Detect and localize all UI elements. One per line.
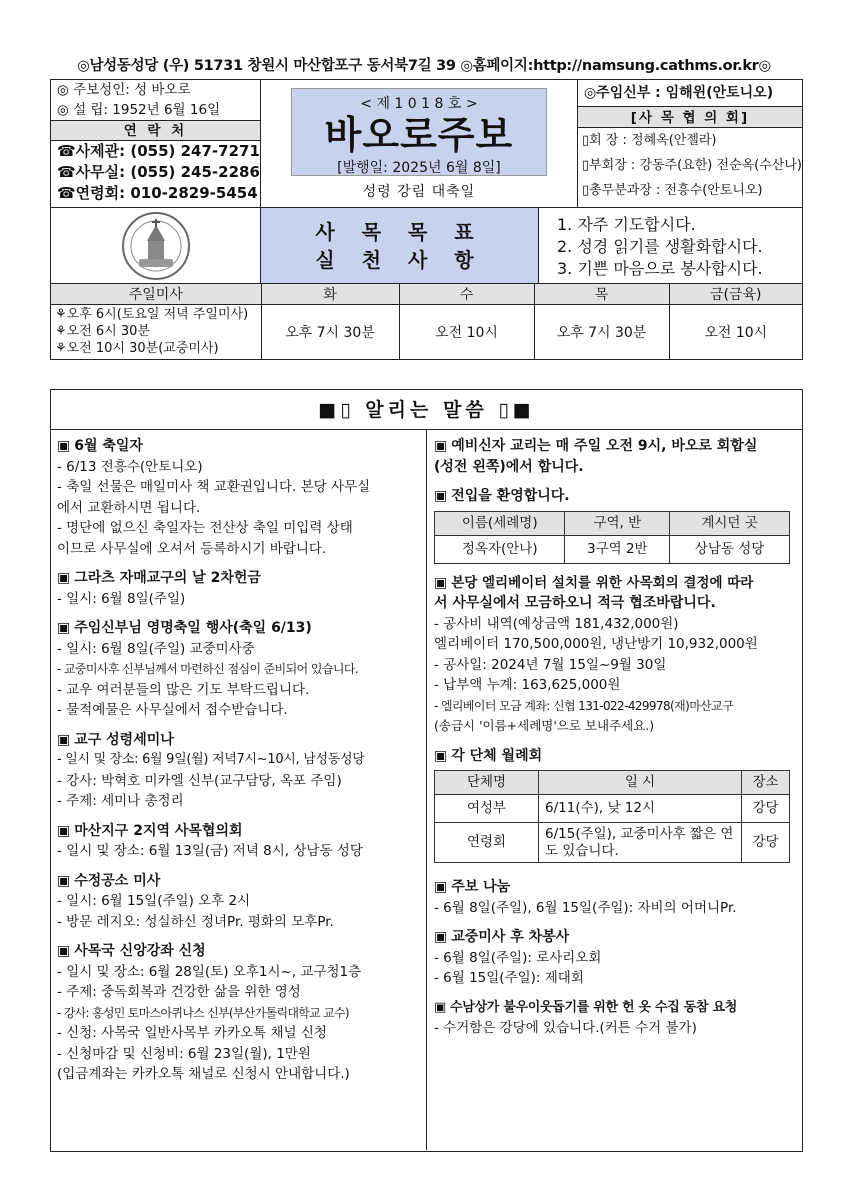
- notice-left-square-icon: ■▯: [318, 399, 355, 421]
- section-title: 주임신부님 영명축일 행사(축일 6/13): [74, 620, 312, 636]
- notice-item: - 명단에 없으신 축일자는 전산상 축일 미입력 상태: [57, 520, 353, 536]
- bullet-square-icon: ▣: [434, 929, 448, 945]
- section-title: 주보 나눔: [451, 879, 511, 895]
- notice-title-text: 알리는 말씀: [365, 399, 488, 421]
- bullet-square-icon: ▣: [57, 620, 71, 636]
- section-title: 각 단체 월례회: [451, 747, 543, 764]
- notice-item: - 강사: 홍성민 토마스아퀴나스 신부(부산가톨릭대학교 교수): [57, 1005, 349, 1020]
- welcome-col-name: 이름(세례명): [435, 511, 565, 535]
- council-label: [사 목 협 의 회]: [578, 106, 802, 128]
- bullet-square-icon: ▣: [57, 438, 71, 454]
- mass-header-wed: 수: [399, 284, 534, 305]
- notice-item: - 일시: 6월 15일(주일) 오후 2시: [57, 893, 251, 909]
- notice-left-column: [51, 430, 427, 1150]
- contact-label: 연 락 처: [51, 120, 260, 141]
- bulletin-title: 바오로주보: [324, 113, 514, 157]
- section-title: 전입을 환영합니다.: [451, 488, 570, 504]
- notice-item: 엘리베이터 170,500,000원, 냉난방기 10,932,000원: [434, 636, 758, 652]
- patron-saint: ◎ 주보성인: 성 바오로: [57, 82, 191, 98]
- bullet-square-icon: ▣: [434, 574, 448, 591]
- notice-faith-lecture: [57, 941, 426, 1085]
- notice-feast-day: [57, 436, 426, 559]
- pastoral-goal-box: [261, 208, 539, 283]
- meeting-table: [434, 770, 790, 863]
- notice-item: - 일시 및 장소: 6월 9일(월) 저녁7시~10시, 남성동성당: [57, 752, 365, 767]
- notice-item: (입금계좌는 카카오톡 채널로 신청시 안내합니다.): [57, 1066, 350, 1082]
- goal-line-2: 실 천 사 항: [315, 247, 484, 272]
- notice-sujeong-mass: [57, 871, 426, 933]
- meeting-col-place: 장소: [742, 771, 790, 795]
- section-title: 6월 축일자: [74, 438, 143, 454]
- notice-item: - 신청마감 및 신청비: 6월 23일(월), 1만원: [57, 1045, 311, 1062]
- mass-header-thu: 목: [534, 284, 669, 305]
- council-general-affairs: ▯총무분과장 : 전흥수(안토니오): [581, 183, 763, 198]
- notice-item: - 6월 8일(주일), 6월 15일(주일): 자비의 어머니Pr.: [434, 899, 737, 916]
- notice-monthly-meeting: [434, 746, 802, 864]
- founded-date: ◎ 설 립: 1952년 6월 16일: [57, 102, 221, 118]
- section-title-cont: (성전 왼쪽)에서 합니다.: [434, 458, 584, 475]
- section-title: 본당 엘리베이터 설치를 위한 사목회의 결정에 따라: [451, 574, 754, 591]
- section-title: 예비신자 교리는 매 주일 오전 9시, 바오로 회합실: [451, 438, 758, 454]
- clergy-council-info: [578, 80, 802, 207]
- goal-item: 3. 기쁜 마음으로 봉사합시다.: [557, 259, 763, 278]
- notice-item: (송금시 '이름+세례명'으로 보내주세요.): [434, 718, 655, 733]
- meeting-cell: 6/15(주일), 교중미사후 짧은 연도 있습니다.: [539, 823, 742, 863]
- welcome-cell: 3구역 2반: [565, 535, 670, 563]
- mass-thu-time: 오후 7시 30분: [534, 305, 669, 359]
- notice-title: [51, 390, 802, 430]
- mass-sunday-times: [51, 305, 261, 359]
- meeting-col-group: 단체명: [435, 771, 539, 795]
- bullet-square-icon: ▣: [434, 747, 448, 764]
- meeting-col-datetime: 일 시: [539, 771, 742, 795]
- sunday-mass-time: ⚘오전 6시 30분: [55, 324, 150, 340]
- section-title: 수정공소 미사: [74, 872, 161, 889]
- meeting-cell: 여성부: [435, 795, 539, 823]
- notice-elevator: [434, 573, 802, 737]
- goal-item: 2. 성경 읽기를 생활화합시다.: [557, 237, 763, 256]
- notice-item: - 일시: 6월 8일(주일): [57, 590, 186, 607]
- notice-masan-council: [57, 821, 426, 862]
- bullet-square-icon: ▣: [57, 731, 71, 748]
- church-seal-icon: [121, 211, 191, 281]
- notice-holy-spirit-seminar: [57, 730, 426, 812]
- notice-item: - 6/13 전흥수(안토니오): [57, 458, 203, 475]
- notice-catechumen: [434, 436, 802, 477]
- goal-items: [539, 208, 802, 283]
- notice-right-column: [427, 430, 802, 1150]
- meeting-cell: 6/11(수), 낮 12시: [539, 795, 742, 823]
- notice-item: - 6월 8일(주일): 로사리오회: [434, 949, 602, 966]
- mass-header-sunday: 주일미사: [51, 284, 261, 305]
- mass-fri-time: 오전 10시: [704, 324, 768, 341]
- notice-tea-service: [434, 927, 802, 989]
- notice-item: - 엘리베이터 모금 계좌: 신협 131-022-429978(재)마산교구: [434, 698, 734, 713]
- welcome-cell: 정옥자(안나): [435, 535, 565, 563]
- goal-item: 1. 자주 기도합시다.: [557, 215, 696, 234]
- goal-line-1: 사 목 목 표: [315, 219, 484, 244]
- notice-item: 이므로 사무실에 오셔서 등록하시기 바랍니다.: [57, 540, 327, 557]
- notice-item: - 일시: 6월 8일(주일) 교중미사중: [57, 640, 255, 657]
- notice-graz-collection: [57, 568, 426, 609]
- notice-item: - 납부액 누계: 163,625,000원: [434, 677, 621, 693]
- publish-date: [발행일: 2025년 6월 8일]: [337, 160, 501, 176]
- welcome-col-origin: 계시던 곳: [670, 511, 790, 535]
- parish-info: [51, 80, 261, 207]
- bullet-square-icon: ▣: [57, 943, 71, 959]
- mass-schedule-table: [51, 284, 802, 359]
- section-title-cont: 서 사무실에서 모금하오니 적극 협조바랍니다.: [434, 595, 716, 611]
- notice-item: - 일시 및 장소: 6월 28일(토) 오후1시~, 교구청1층: [57, 963, 362, 980]
- phone-rectory: ☎사제관: (055) 247-7271: [57, 142, 260, 160]
- welcome-table: [434, 511, 790, 564]
- pastor-name: ◎주임신부 : 임해윈(안토니오): [583, 85, 774, 101]
- notice-item: - 수거함은 강당에 있습니다.(커튼 수거 불가): [434, 1020, 697, 1036]
- notice-item: - 교우 여러분들의 많은 기도 부탁드립니다.: [57, 681, 310, 698]
- meeting-cell: 강당: [742, 795, 790, 823]
- notice-bulletin-share: [434, 877, 802, 918]
- notice-item: - 주제: 중독회복과 건강한 삶을 위한 영성: [57, 984, 301, 1000]
- mass-wed-time: 오전 10시: [399, 305, 534, 359]
- meeting-cell: 연령회: [435, 823, 539, 863]
- notice-clothes-drive: [434, 998, 802, 1039]
- section-title: 교구 성령세미나: [74, 731, 174, 748]
- mass-header-tue: 화: [261, 284, 399, 305]
- bullet-square-icon: ▣: [434, 999, 446, 1015]
- sunday-mass-time: ⚘오전 10시 30분(교중미사): [55, 341, 219, 357]
- notice-item: 에서 교환하시면 됩니다.: [57, 499, 201, 516]
- welcome-cell: 상남동 성당: [670, 535, 790, 563]
- welcome-col-district: 구역, 반: [565, 511, 670, 535]
- notice-welcome: [434, 486, 802, 564]
- notice-item: - 축일 선물은 매일미사 책 교환권입니다. 본당 사무실: [57, 479, 371, 495]
- notice-item: - 일시 및 장소: 6월 13일(금) 저녁 8시, 상남동 성당: [57, 843, 363, 859]
- section-title: 그라츠 자매교구의 날 2차헌금: [74, 570, 261, 586]
- header-address-line: ◎남성동성당 (우) 51731 창원시 마산합포구 동서북7길 39 ◎홈페이지:http://namsung.cathms.or.kr◎: [77, 58, 771, 74]
- bullet-square-icon: ▣: [434, 438, 448, 454]
- notice-item: - 강사: 박혁호 미카엘 신부(교구담당, 옥포 주임): [57, 772, 342, 789]
- notice-item: - 신청: 사목국 일반사목부 카카오톡 채널 신청: [57, 1025, 327, 1041]
- notice-item: - 6월 15일(주일): 제대회: [434, 970, 584, 986]
- bullet-square-icon: ▣: [57, 822, 71, 839]
- sunday-mass-time: ⚘오후 6시(토요일 저녁 주일미사): [55, 307, 249, 323]
- notice-item: - 주제: 세미나 총정리: [57, 793, 184, 809]
- notice-right-square-icon: ▯■: [498, 399, 535, 421]
- bullet-square-icon: ▣: [434, 488, 448, 504]
- section-title: 마산지구 2지역 사목협의회: [74, 822, 243, 839]
- bullet-square-icon: ▣: [434, 879, 448, 895]
- bulletin-header: [50, 79, 803, 360]
- section-title: 수남상가 불우이웃돕기를 위한 헌 옷 수집 동참 요청: [449, 999, 737, 1015]
- notice-item: - 공사비 내역(예상금액 181,432,000원): [434, 615, 679, 632]
- notice-pastor-feast: [57, 618, 426, 721]
- mass-tue-time: 오후 7시 30분: [261, 305, 399, 359]
- meeting-cell: 강당: [742, 823, 790, 863]
- bullet-square-icon: ▣: [57, 570, 71, 586]
- mass-header-fri: 금(금육): [669, 284, 802, 305]
- section-title: 교중미사 후 차봉사: [451, 929, 570, 945]
- parish-logo: [51, 208, 261, 283]
- notice-item: - 공사일: 2024년 7월 15일~9월 30일: [434, 656, 667, 673]
- council-president: ▯회 장 : 정혜옥(안젤라): [581, 133, 717, 148]
- masthead: [261, 80, 578, 207]
- feast-name: 성령 강림 대축일: [362, 184, 476, 200]
- notice-item: - 방문 레지오: 성실하신 정녀Pr. 평화의 모후Pr.: [57, 913, 334, 930]
- table-row: [435, 535, 790, 563]
- phone-office: ☎사무실: (055) 245-2286: [57, 163, 260, 181]
- notice-section: [50, 389, 803, 1152]
- bullet-square-icon: ▣: [57, 872, 71, 889]
- issue-number: < 제 1 0 1 8 호 >: [360, 96, 478, 112]
- table-row: [435, 823, 790, 863]
- notice-item: - 물적예물은 사무실에서 접수받습니다.: [57, 702, 288, 718]
- table-row: [435, 795, 790, 823]
- notice-item: - 교중미사후 신부님께서 마련하신 점심이 준비되어 있습니다.: [57, 662, 359, 676]
- section-title: 사목국 신앙강좌 신청: [74, 943, 206, 959]
- phone-funeral-society: ☎연령회: 010-2829-5454: [57, 184, 258, 202]
- council-vice-president: ▯부회장 : 강동주(요한) 전순옥(수산나): [581, 158, 802, 173]
